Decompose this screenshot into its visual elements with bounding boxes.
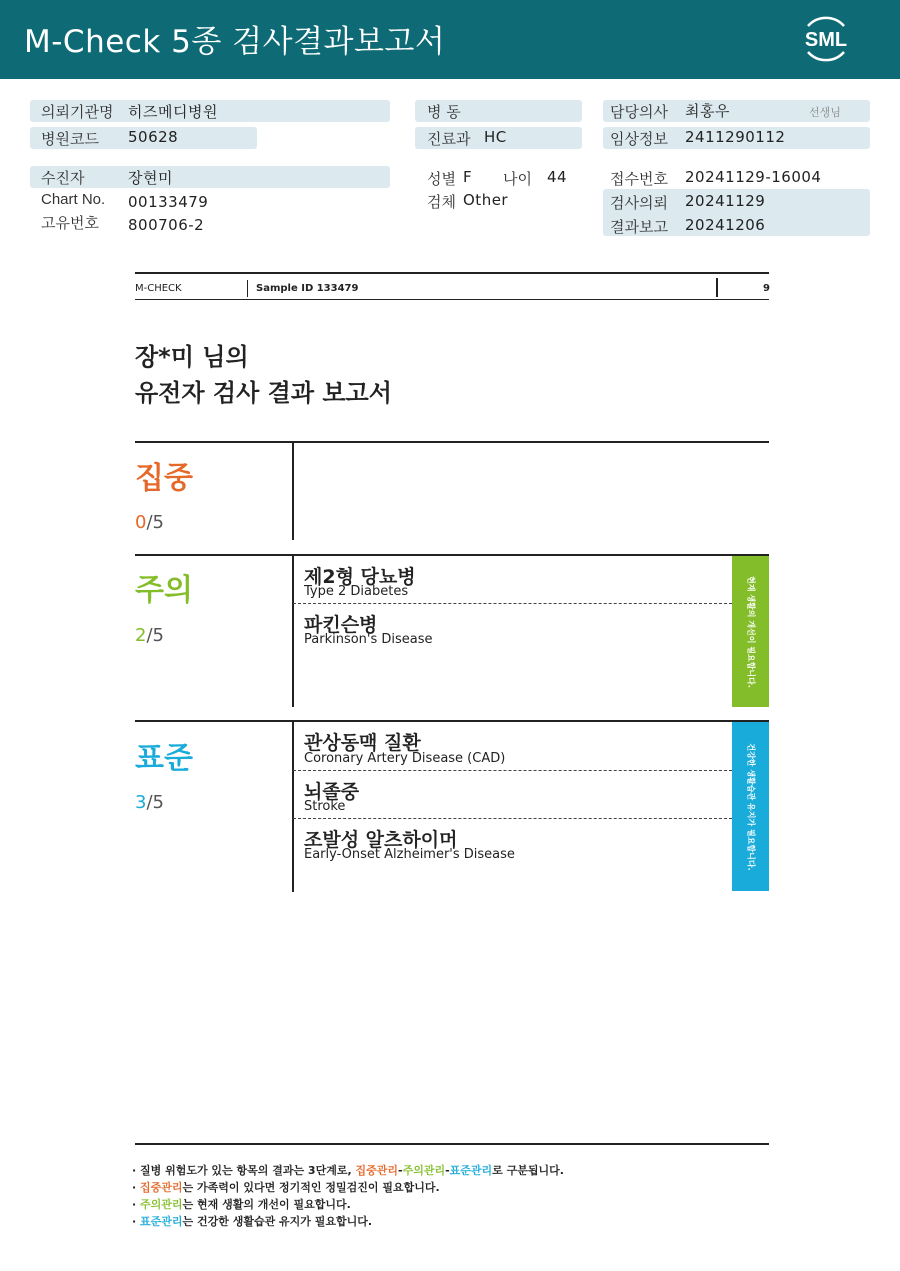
unique-label: 고유번호 [41, 214, 99, 232]
clinical-label: 임상정보 [610, 130, 668, 148]
sml-logo [798, 12, 854, 66]
doctor-label: 담당의사 [610, 103, 668, 121]
report-title-line1: 장*미 님의 [135, 343, 249, 371]
section-divider [292, 722, 294, 892]
unique-value: 800706-2 [128, 216, 205, 234]
page-number: 9 [763, 283, 770, 294]
caution-title: 주의 [135, 573, 193, 608]
report-brand: M-CHECK [135, 283, 182, 294]
report-top-rule [135, 272, 769, 274]
report-date-value: 20241206 [685, 216, 766, 234]
patient-value: 장현미 [128, 169, 173, 187]
sex-value: F [463, 168, 473, 186]
age-value: 44 [547, 168, 568, 186]
specimen-value: Other [463, 191, 509, 209]
standard-title: 표준 [135, 741, 193, 776]
dept-label: 진료과 [427, 130, 471, 148]
dashed-divider [293, 770, 732, 771]
disease-name: 조발성 알츠하이머 [304, 829, 458, 851]
note-item: · 주의관리는 현재 생활의 개선이 필요합니다. [132, 1198, 351, 1211]
disease-name-en: Early-Onset Alzheimer's Disease [304, 847, 515, 862]
section-rule [135, 554, 769, 556]
dashed-divider [293, 603, 732, 604]
standard-count: 3/5 [135, 792, 164, 813]
chart-value: 00133479 [128, 193, 209, 211]
hospital-code-label: 병원코드 [41, 130, 99, 148]
patient-label: 수진자 [41, 169, 85, 187]
focus-title: 집중 [135, 461, 193, 496]
disease-name-en: Stroke [304, 799, 346, 814]
report-date-label: 결과보고 [610, 218, 668, 236]
disease-name-en: Type 2 Diabetes [304, 584, 409, 599]
svg-text:SML: SML [804, 29, 848, 51]
disease-name-en: Coronary Artery Disease (CAD) [304, 751, 506, 766]
receipt-value: 20241129-16004 [685, 168, 822, 186]
specimen-label: 검체 [427, 193, 456, 211]
report-title-line2: 유전자 검사 결과 보고서 [135, 379, 392, 407]
focus-count: 0/5 [135, 512, 164, 533]
standard-sidebar: 건강한 생활습관 유지가 필요합니다. [732, 722, 769, 891]
doctor-suffix: 선생님 [809, 106, 841, 119]
note-item: · 집중관리는 가족력이 있다면 정기적인 정밀검진이 필요합니다. [132, 1181, 440, 1194]
sample-id: Sample ID 133479 [256, 283, 359, 294]
disease-name: 파킨슨병 [304, 614, 378, 636]
institution-value: 히즈메디병원 [128, 103, 218, 121]
request-value: 20241129 [685, 192, 766, 210]
dept-value: HC [484, 128, 507, 146]
disease-name: 제2형 당뇨병 [304, 566, 416, 588]
dashed-divider [293, 818, 732, 819]
chart-label: Chart No. [41, 191, 106, 208]
caution-sidebar: 현재 생활의 개선이 필요합니다. [732, 556, 769, 707]
ward-label: 병 동 [427, 103, 461, 121]
report-top-rule-bottom [135, 299, 769, 300]
header-bar [0, 0, 900, 79]
disease-name: 관상동맥 질환 [304, 732, 421, 754]
section-divider [292, 556, 294, 707]
section-rule [135, 720, 769, 722]
caution-count: 2/5 [135, 625, 164, 646]
report-header-title: M-Check 5종 검사결과보고서 [24, 24, 446, 60]
footer-rule [135, 1143, 769, 1145]
receipt-label: 접수번호 [610, 170, 668, 188]
doctor-value: 최홍우 [685, 102, 730, 120]
hospital-code-value: 50628 [128, 128, 179, 146]
section-rule [135, 441, 769, 443]
divider [247, 280, 248, 297]
disease-name-en: Parkinson's Disease [304, 632, 433, 647]
age-label: 나이 [503, 170, 532, 188]
request-label: 검사의뢰 [610, 194, 668, 212]
note-item: · 표준관리는 건강한 생활습관 유지가 필요합니다. [132, 1215, 373, 1228]
section-divider [292, 443, 294, 540]
note-item: · 질병 위험도가 있는 항목의 결과는 3단계로, 집중관리-주의관리-표준관리로 구분됩니다. [132, 1164, 564, 1177]
divider [716, 278, 718, 297]
institution-label: 의뢰기관명 [41, 103, 114, 121]
clinical-value: 2411290112 [685, 128, 786, 146]
disease-name: 뇌졸중 [304, 781, 360, 803]
sex-label: 성별 [427, 170, 456, 188]
